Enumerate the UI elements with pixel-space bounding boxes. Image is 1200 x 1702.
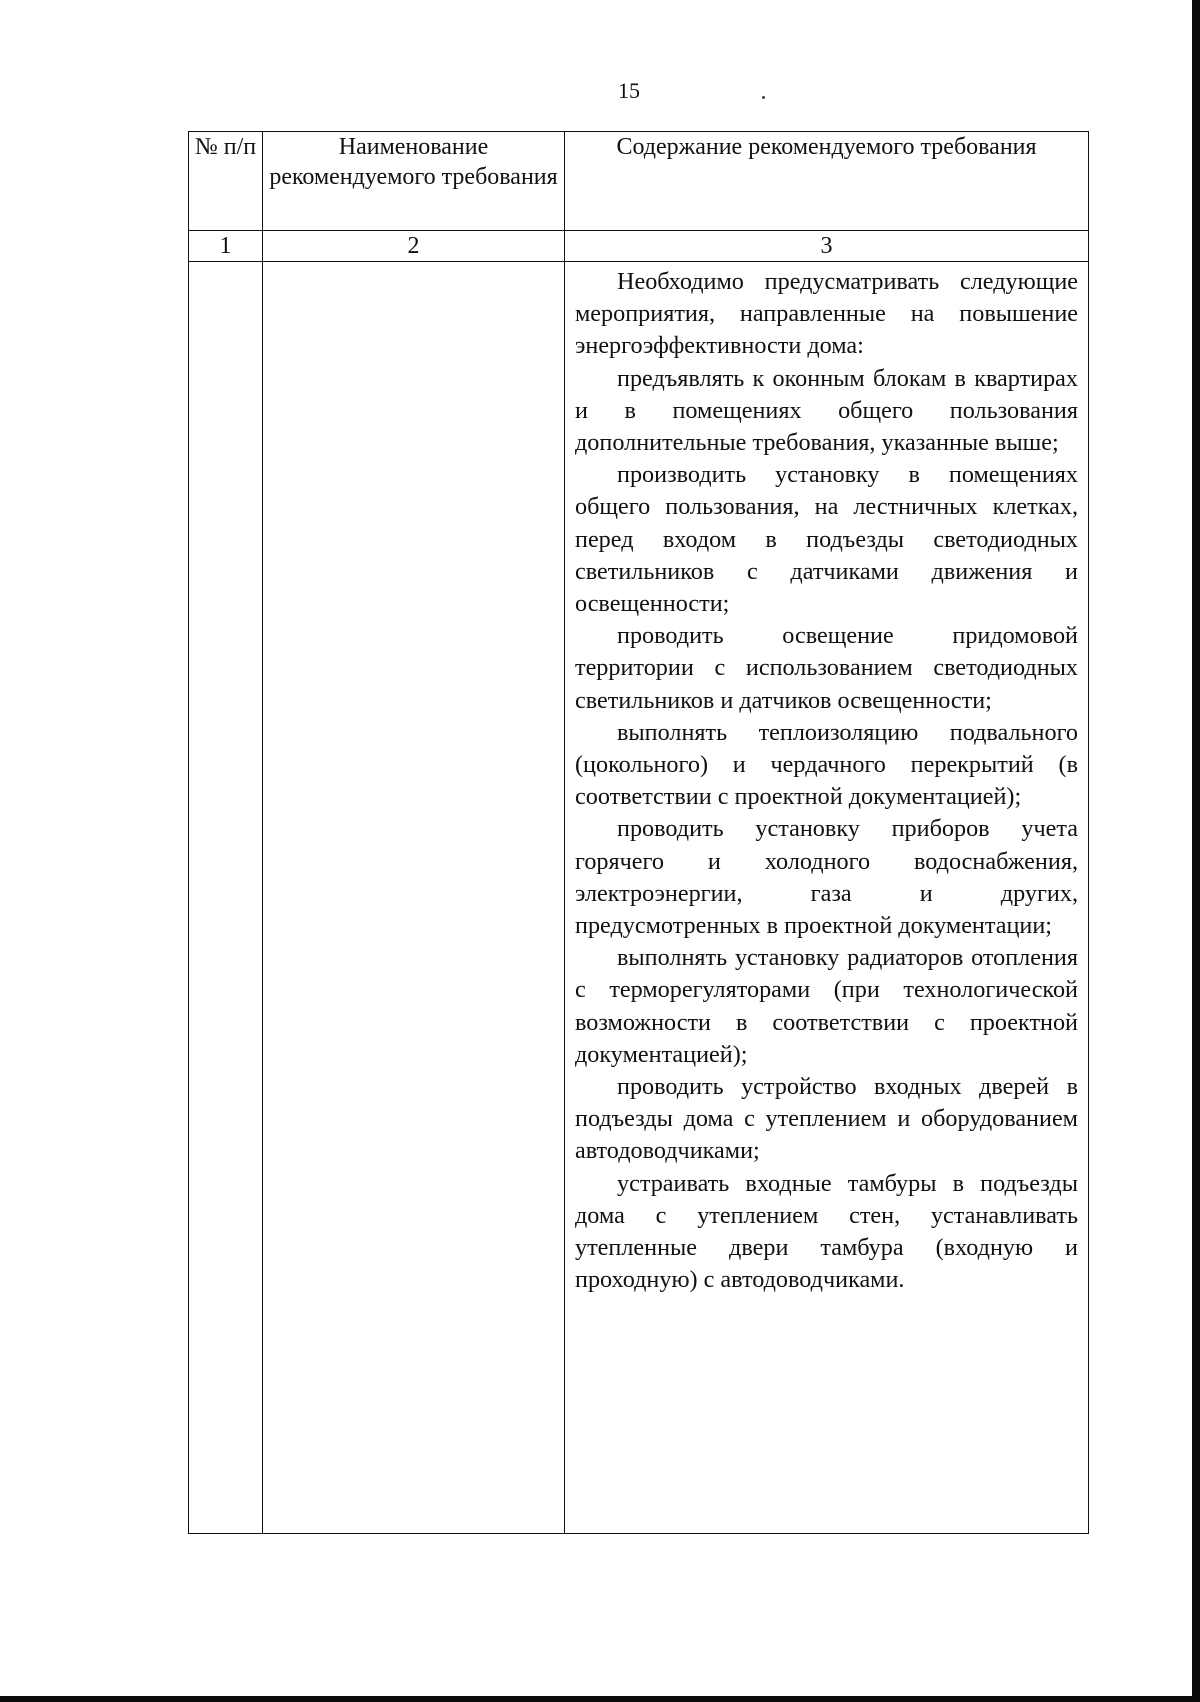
- content-paragraph: производить установку в помещениях общего пользования, на лестничных клетках, перед входом в подъезды светодиодных светильников с датчиками движения и освещенности;: [575, 461, 1078, 618]
- table-row: [189, 262, 1089, 1534]
- content-paragraph: Необходимо предусматривать следующие мероприятия, направленные на повышение энергоэффективности дома:: [575, 268, 1078, 360]
- scan-edge-bottom: [0, 1696, 1200, 1702]
- column-number-3: 3: [565, 231, 1089, 262]
- column-number-1: 1: [189, 231, 263, 262]
- header-content: Содержание рекомендуемого требования: [565, 132, 1089, 231]
- scan-edge-right: [1192, 0, 1200, 1702]
- content-paragraph: проводить установку приборов учета горячего и холодного водоснабжения, электроэнергии, газа и других, предусмотренных в проектной документации;: [575, 815, 1078, 940]
- header-number: № п/п: [189, 132, 263, 231]
- column-numbers-row: [189, 231, 1089, 262]
- header-name: Наименование рекомендуемого требования: [263, 132, 565, 231]
- row-name-cell: [263, 262, 565, 1534]
- row-number-cell: [189, 262, 263, 1534]
- content-paragraph: проводить устройство входных дверей в подъезды дома с утеплением и оборудованием автодоводчиками;: [575, 1073, 1078, 1165]
- page-number: 15: [618, 78, 640, 103]
- requirements-table: [188, 131, 1089, 1534]
- content-paragraph: выполнять теплоизоляцию подвального (цокольного) и чердачного перекрытий (в соответствии с проектной документацией);: [575, 718, 1078, 811]
- row-content-cell: [565, 262, 1089, 1534]
- content-paragraph: проводить освещение придомовой территории с использованием светодиодных светильников и датчиков освещенности;: [575, 622, 1078, 714]
- column-number-2: 2: [263, 231, 565, 262]
- content-paragraph: предъявлять к оконным блокам в квартирах и в помещениях общего пользования дополнительные требования, указанные выше;: [575, 364, 1078, 457]
- scan-speck: [762, 96, 765, 99]
- content-paragraph: выполнять установку радиаторов отопления с терморегуляторами (при технологической возможности в соответствии с проектной документацией);: [575, 944, 1078, 1068]
- content-paragraph: устраивать входные тамбуры в подъезды дома с утеплением стен, устанавливать утепленные двери тамбура (входную и проходную) с автодоводчиками.: [575, 1169, 1078, 1294]
- table-header-row: [189, 132, 1089, 231]
